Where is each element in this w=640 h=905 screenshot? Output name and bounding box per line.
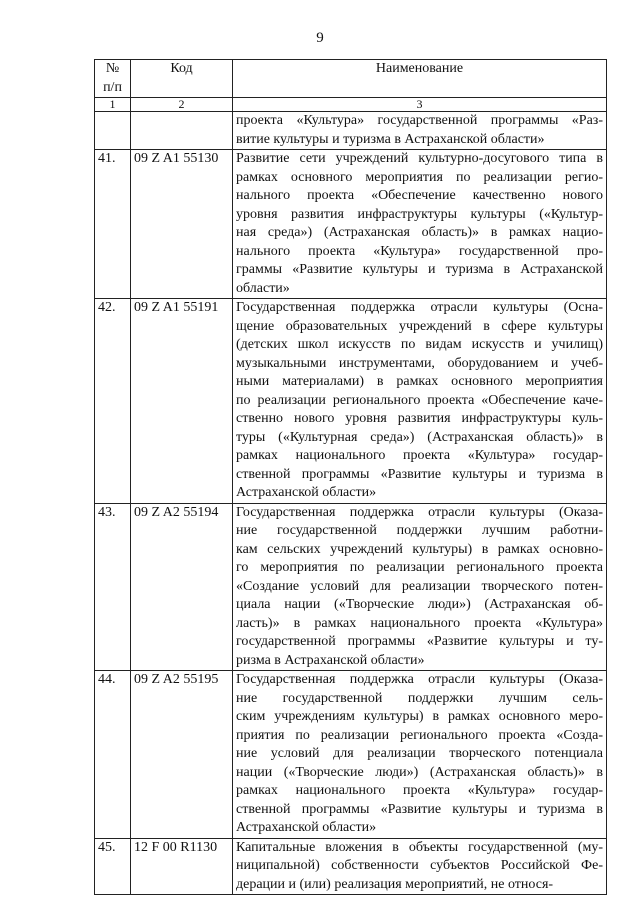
row-number: 42. bbox=[95, 299, 131, 504]
text-line: ная среда») (Астраханская область)» в рамках нацио- bbox=[236, 225, 603, 240]
text-line: ским учреждениям культуры) в рамках основного меро- bbox=[236, 709, 603, 724]
text-line: нального проекта «Культура» государственной про- bbox=[236, 243, 603, 259]
column-index-1: 1 bbox=[95, 98, 131, 112]
text-line: рамках национального проекта «Культура» государ- bbox=[236, 783, 603, 798]
text-line: Государственная поддержка отрасли культуры (Оказа- bbox=[236, 504, 603, 520]
row-code: 09 Z A1 55191 bbox=[131, 299, 233, 504]
table-row bbox=[95, 150, 607, 299]
text-line: ризма в Астраханской области» bbox=[236, 652, 425, 668]
header-code: Код bbox=[131, 60, 233, 98]
continuation-code-cell bbox=[131, 112, 233, 150]
column-index-3: 3 bbox=[233, 98, 607, 112]
text-line: Капитальные вложения в объекты государственной (му- bbox=[236, 839, 603, 855]
text-line: нального проекта «Обеспечение качественно нового bbox=[236, 188, 603, 203]
text-line: Астраханской области» bbox=[236, 820, 377, 835]
table-row bbox=[95, 838, 607, 895]
row-number: 41. bbox=[95, 150, 131, 299]
text-line: Астраханской области» bbox=[236, 485, 377, 500]
row-name bbox=[233, 503, 607, 671]
header-number bbox=[95, 60, 131, 98]
row-name bbox=[233, 671, 607, 839]
text-line: ственно нового уровня развития инфраструктуры куль- bbox=[236, 411, 603, 426]
text-line: щение образовательных учреждений в сфере культуры bbox=[236, 318, 603, 334]
row-code: 09 Z A1 55130 bbox=[131, 150, 233, 299]
table-row bbox=[95, 299, 607, 504]
row-name bbox=[233, 150, 607, 299]
budget-classification-table bbox=[94, 59, 607, 895]
text-line: рамках основного мероприятия по реализации регио- bbox=[236, 169, 603, 185]
text-line: государственной программы «Развитие культуры и ту- bbox=[236, 634, 603, 649]
text-line: ние государственной поддержки лучшим работни- bbox=[236, 523, 603, 538]
row-number: 45. bbox=[95, 838, 131, 895]
row-code: 12 F 00 R1130 bbox=[131, 838, 233, 895]
column-index-2: 2 bbox=[131, 98, 233, 112]
text-line: ственной программы «Развитие культуры и туризма в bbox=[236, 801, 603, 817]
row-code: 09 Z A2 55195 bbox=[131, 671, 233, 839]
continuation-name-cell bbox=[233, 112, 607, 150]
row-code: 09 Z A2 55194 bbox=[131, 503, 233, 671]
text-line: граммы «Развитие культуры и туризма в Астраханской bbox=[236, 262, 603, 277]
row-name bbox=[233, 838, 607, 895]
text-line: ние государственной поддержки лучшим сель- bbox=[236, 690, 603, 706]
text-line: Государственная поддержка отрасли культуры (Осна- bbox=[236, 300, 603, 315]
text-line: дерации и (или) реализация мероприятий, не относя- bbox=[236, 876, 554, 892]
text-line: ниципальной) собственности субъектов Российской Фе- bbox=[236, 858, 603, 873]
text-line: нации («Творческие люди») (Астраханская область)» в bbox=[236, 764, 603, 780]
text-line: (детских школ искусств по видам искусств и училищ) bbox=[236, 337, 603, 352]
text-line: ственной программы «Развитие культуры и туризма в bbox=[236, 466, 603, 482]
header-number-sign: № bbox=[105, 61, 120, 76]
text-line: витие культуры и туризма в Астраханской области» bbox=[236, 131, 545, 147]
text-line: области» bbox=[236, 280, 290, 296]
text-line: уровня развития инфраструктуры культуры («Культур- bbox=[236, 206, 603, 222]
text-line: проекта «Культура» государственной программы «Раз- bbox=[236, 113, 603, 128]
continuation-number-cell bbox=[95, 112, 131, 150]
header-number-abbr: п/п bbox=[103, 79, 122, 95]
text-line: го мероприятия по реализации регионального проекта bbox=[236, 560, 603, 575]
table-row bbox=[95, 503, 607, 671]
row-number: 43. bbox=[95, 503, 131, 671]
text-line: по реализации регионального проекта «Обеспечение каче- bbox=[236, 392, 603, 408]
text-line: циала нации («Творческие люди») (Астраханская об- bbox=[236, 597, 603, 612]
text-line: «Создание условий для реализации творческого потен- bbox=[236, 578, 603, 594]
column-index-row bbox=[95, 98, 607, 112]
text-line: туры («Культурная среда») (Астраханская область)» в bbox=[236, 429, 603, 445]
text-line: кам сельских учреждений культуры) в рамках основно- bbox=[236, 541, 603, 557]
text-line: ласть)» в рамках национального проекта «Культура» bbox=[236, 615, 603, 631]
header-row bbox=[95, 60, 607, 98]
text-line: ными материалами) в рамках основного мероприятия bbox=[236, 374, 603, 389]
text-line: Развитие сети учреждений культурно-досугового типа в bbox=[236, 151, 603, 166]
text-line: рамках национального проекта «Культура» государ- bbox=[236, 448, 603, 463]
text-line: музыкальными инструментами, оборудованием и учеб- bbox=[236, 355, 603, 371]
continuation-row bbox=[95, 112, 607, 150]
row-name bbox=[233, 299, 607, 504]
header-name: Наименование bbox=[233, 60, 607, 98]
table-row bbox=[95, 671, 607, 839]
text-line: ние условий для реализации творческого потенциала bbox=[236, 746, 603, 761]
text-line: Государственная поддержка отрасли культуры (Оказа- bbox=[236, 672, 603, 687]
row-number: 44. bbox=[95, 671, 131, 839]
page-number: 9 bbox=[316, 30, 324, 46]
text-line: приятия по реализации регионального проекта «Созда- bbox=[236, 727, 603, 743]
